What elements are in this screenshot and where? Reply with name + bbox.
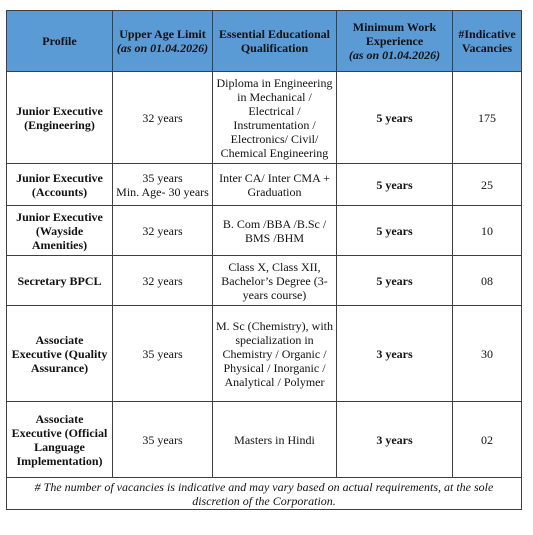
age-cell xyxy=(113,164,213,206)
qualification-cell: Masters in Hindi xyxy=(213,402,337,478)
vacancies-cell: 25 xyxy=(453,164,522,206)
vacancies-cell: 08 xyxy=(453,256,522,306)
header-work-experience: Minimum Work Experience (as on 01.04.2026) xyxy=(337,11,453,72)
profile-cell: Associate Executive (Quality Assurance) xyxy=(7,306,113,402)
header-row xyxy=(7,11,522,72)
qualification-cell: B. Com /BBA /B.Sc / BMS /BHM xyxy=(213,206,337,256)
header-age-limit: Upper Age Limit (as on 01.04.2026) xyxy=(113,11,213,72)
experience-cell: 5 years xyxy=(337,72,453,164)
table-row xyxy=(7,206,522,256)
table-row xyxy=(7,164,522,206)
table-row xyxy=(7,256,522,306)
header-qualification: Essential Educational Qualification xyxy=(213,11,337,72)
age-limit: 35 years xyxy=(142,170,183,185)
min-age: Min. Age- 30 years xyxy=(116,184,209,199)
qualification-cell: Inter CA/ Inter CMA + Graduation xyxy=(213,164,337,206)
experience-cell: 5 years xyxy=(337,206,453,256)
header-profile: Profile xyxy=(7,11,113,72)
age-cell: 32 years xyxy=(113,72,213,164)
age-cell: 32 years xyxy=(113,256,213,306)
experience-cell: 3 years xyxy=(337,306,453,402)
experience-cell: 5 years xyxy=(337,164,453,206)
table-row xyxy=(7,72,522,164)
vacancies-cell: 02 xyxy=(453,402,522,478)
footnote: # The number of vacancies is indicative and may vary based on actual requirements, at the sole discretion of the Corporation. xyxy=(7,478,522,510)
profile-cell: Junior Executive (Accounts) xyxy=(7,164,113,206)
vacancies-cell: 10 xyxy=(453,206,522,256)
header-vacancies: #Indicative Vacancies xyxy=(453,11,522,72)
profile-cell: Associate Executive (Official Language Implementation) xyxy=(7,402,113,478)
vacancies-cell: 175 xyxy=(453,72,522,164)
vacancy-table xyxy=(6,10,522,510)
profile-cell: Secretary BPCL xyxy=(7,256,113,306)
profile-cell: Junior Executive (Engineering) xyxy=(7,72,113,164)
footnote-row xyxy=(7,478,522,510)
qualification-cell: Diploma in Engineering in Mechanical / Electrical / Instrumentation / Electronics/ Civil/ Chemical Engineering xyxy=(213,72,337,164)
experience-cell: 5 years xyxy=(337,256,453,306)
age-cell: 35 years xyxy=(113,306,213,402)
qualification-cell: Class X, Class XII, Bachelor’s Degree (3-years course) xyxy=(213,256,337,306)
qualification-cell: M. Sc (Chemistry), with specialization in Chemistry / Organic / Physical / Inorganic / Analytical / Polymer xyxy=(213,306,337,402)
vacancies-cell: 30 xyxy=(453,306,522,402)
age-cell: 35 years xyxy=(113,402,213,478)
profile-cell: Junior Executive (Wayside Amenities) xyxy=(7,206,113,256)
age-cell: 32 years xyxy=(113,206,213,256)
table-row xyxy=(7,402,522,478)
experience-cell: 3 years xyxy=(337,402,453,478)
table-row xyxy=(7,306,522,402)
